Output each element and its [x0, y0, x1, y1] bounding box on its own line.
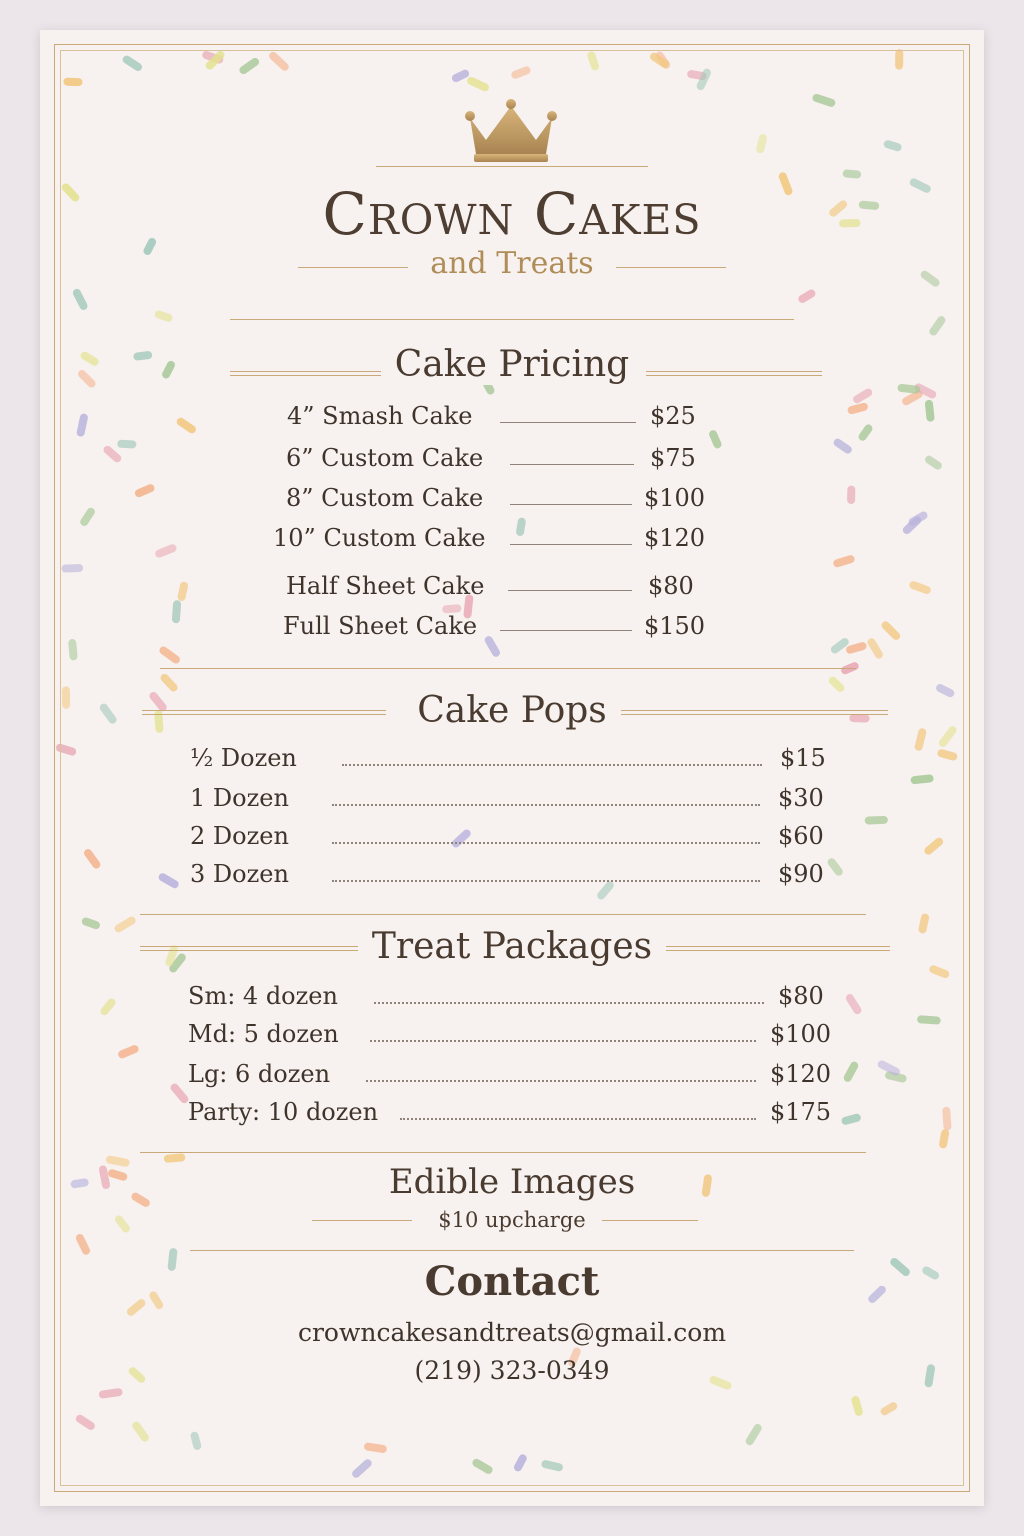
edible-images-note: $10 upcharge — [438, 1208, 586, 1232]
header-divider — [230, 319, 794, 320]
pops-price: $30 — [778, 784, 824, 812]
package-label: Lg: 6 dozen — [188, 1060, 331, 1088]
menu-content — [40, 30, 984, 1506]
crown-icon — [462, 96, 560, 166]
cake-price: $100 — [644, 484, 706, 512]
package-label: Party: 10 dozen — [188, 1098, 379, 1126]
menu-card — [40, 30, 984, 1506]
price-leader — [342, 764, 762, 766]
cake-label: 10” Custom Cake — [273, 524, 486, 552]
pops-price: $60 — [778, 822, 824, 850]
cake-label: Full Sheet Cake — [283, 612, 478, 640]
crown-underline — [376, 166, 648, 167]
package-price: $120 — [770, 1060, 832, 1088]
contact-title: Contact — [424, 1258, 600, 1305]
cake-pops-title: Cake Pops — [40, 690, 984, 731]
price-leader — [510, 464, 634, 465]
cake-price: $120 — [644, 524, 706, 552]
cake-label: 4” Smash Cake — [287, 402, 473, 430]
brand-name: Crown Cakes — [322, 180, 702, 248]
cake-pricing-divider — [160, 668, 856, 669]
package-price: $100 — [770, 1020, 832, 1048]
pops-label: 1 Dozen — [190, 784, 289, 812]
package-price: $80 — [778, 982, 824, 1010]
price-leader — [332, 880, 760, 882]
treat-packages-title: Treat Packages — [40, 926, 984, 967]
price-leader — [374, 1002, 764, 1004]
brand-tagline: and Treats — [430, 246, 594, 281]
brand-tagline-row — [40, 246, 984, 281]
package-label: Md: 5 dozen — [188, 1020, 339, 1048]
pops-label: 2 Dozen — [190, 822, 289, 850]
price-leader — [500, 630, 632, 631]
edible-divider — [190, 1250, 854, 1251]
cake-label: 6” Custom Cake — [286, 444, 484, 472]
cake-label: 8” Custom Cake — [286, 484, 484, 512]
pops-price: $15 — [780, 744, 826, 772]
price-leader — [508, 590, 632, 591]
price-leader — [332, 842, 760, 844]
package-price: $175 — [770, 1098, 832, 1126]
pops-label: 3 Dozen — [190, 860, 289, 888]
pops-price: $90 — [778, 860, 824, 888]
package-label: Sm: 4 dozen — [188, 982, 338, 1010]
price-leader — [332, 804, 760, 806]
cake-price: $25 — [650, 402, 696, 430]
price-leader — [510, 504, 632, 505]
price-leader — [500, 422, 636, 423]
price-leader — [370, 1040, 756, 1042]
cake-price: $75 — [650, 444, 696, 472]
treat-packages-divider — [140, 1152, 866, 1153]
edible-images-title: Edible Images — [388, 1162, 636, 1202]
price-leader — [510, 544, 632, 545]
pops-label: ½ Dozen — [190, 744, 297, 772]
cake-price: $80 — [648, 572, 694, 600]
contact-email[interactable]: crowncakesandtreats@gmail.com — [297, 1318, 727, 1347]
cake-pops-divider — [140, 914, 866, 915]
cake-label: Half Sheet Cake — [286, 572, 485, 600]
cake-pricing-title: Cake Pricing — [40, 344, 984, 385]
price-leader — [366, 1080, 756, 1082]
price-leader — [400, 1118, 756, 1120]
contact-phone[interactable]: (219) 323-0349 — [414, 1356, 610, 1385]
cake-price: $150 — [644, 612, 706, 640]
